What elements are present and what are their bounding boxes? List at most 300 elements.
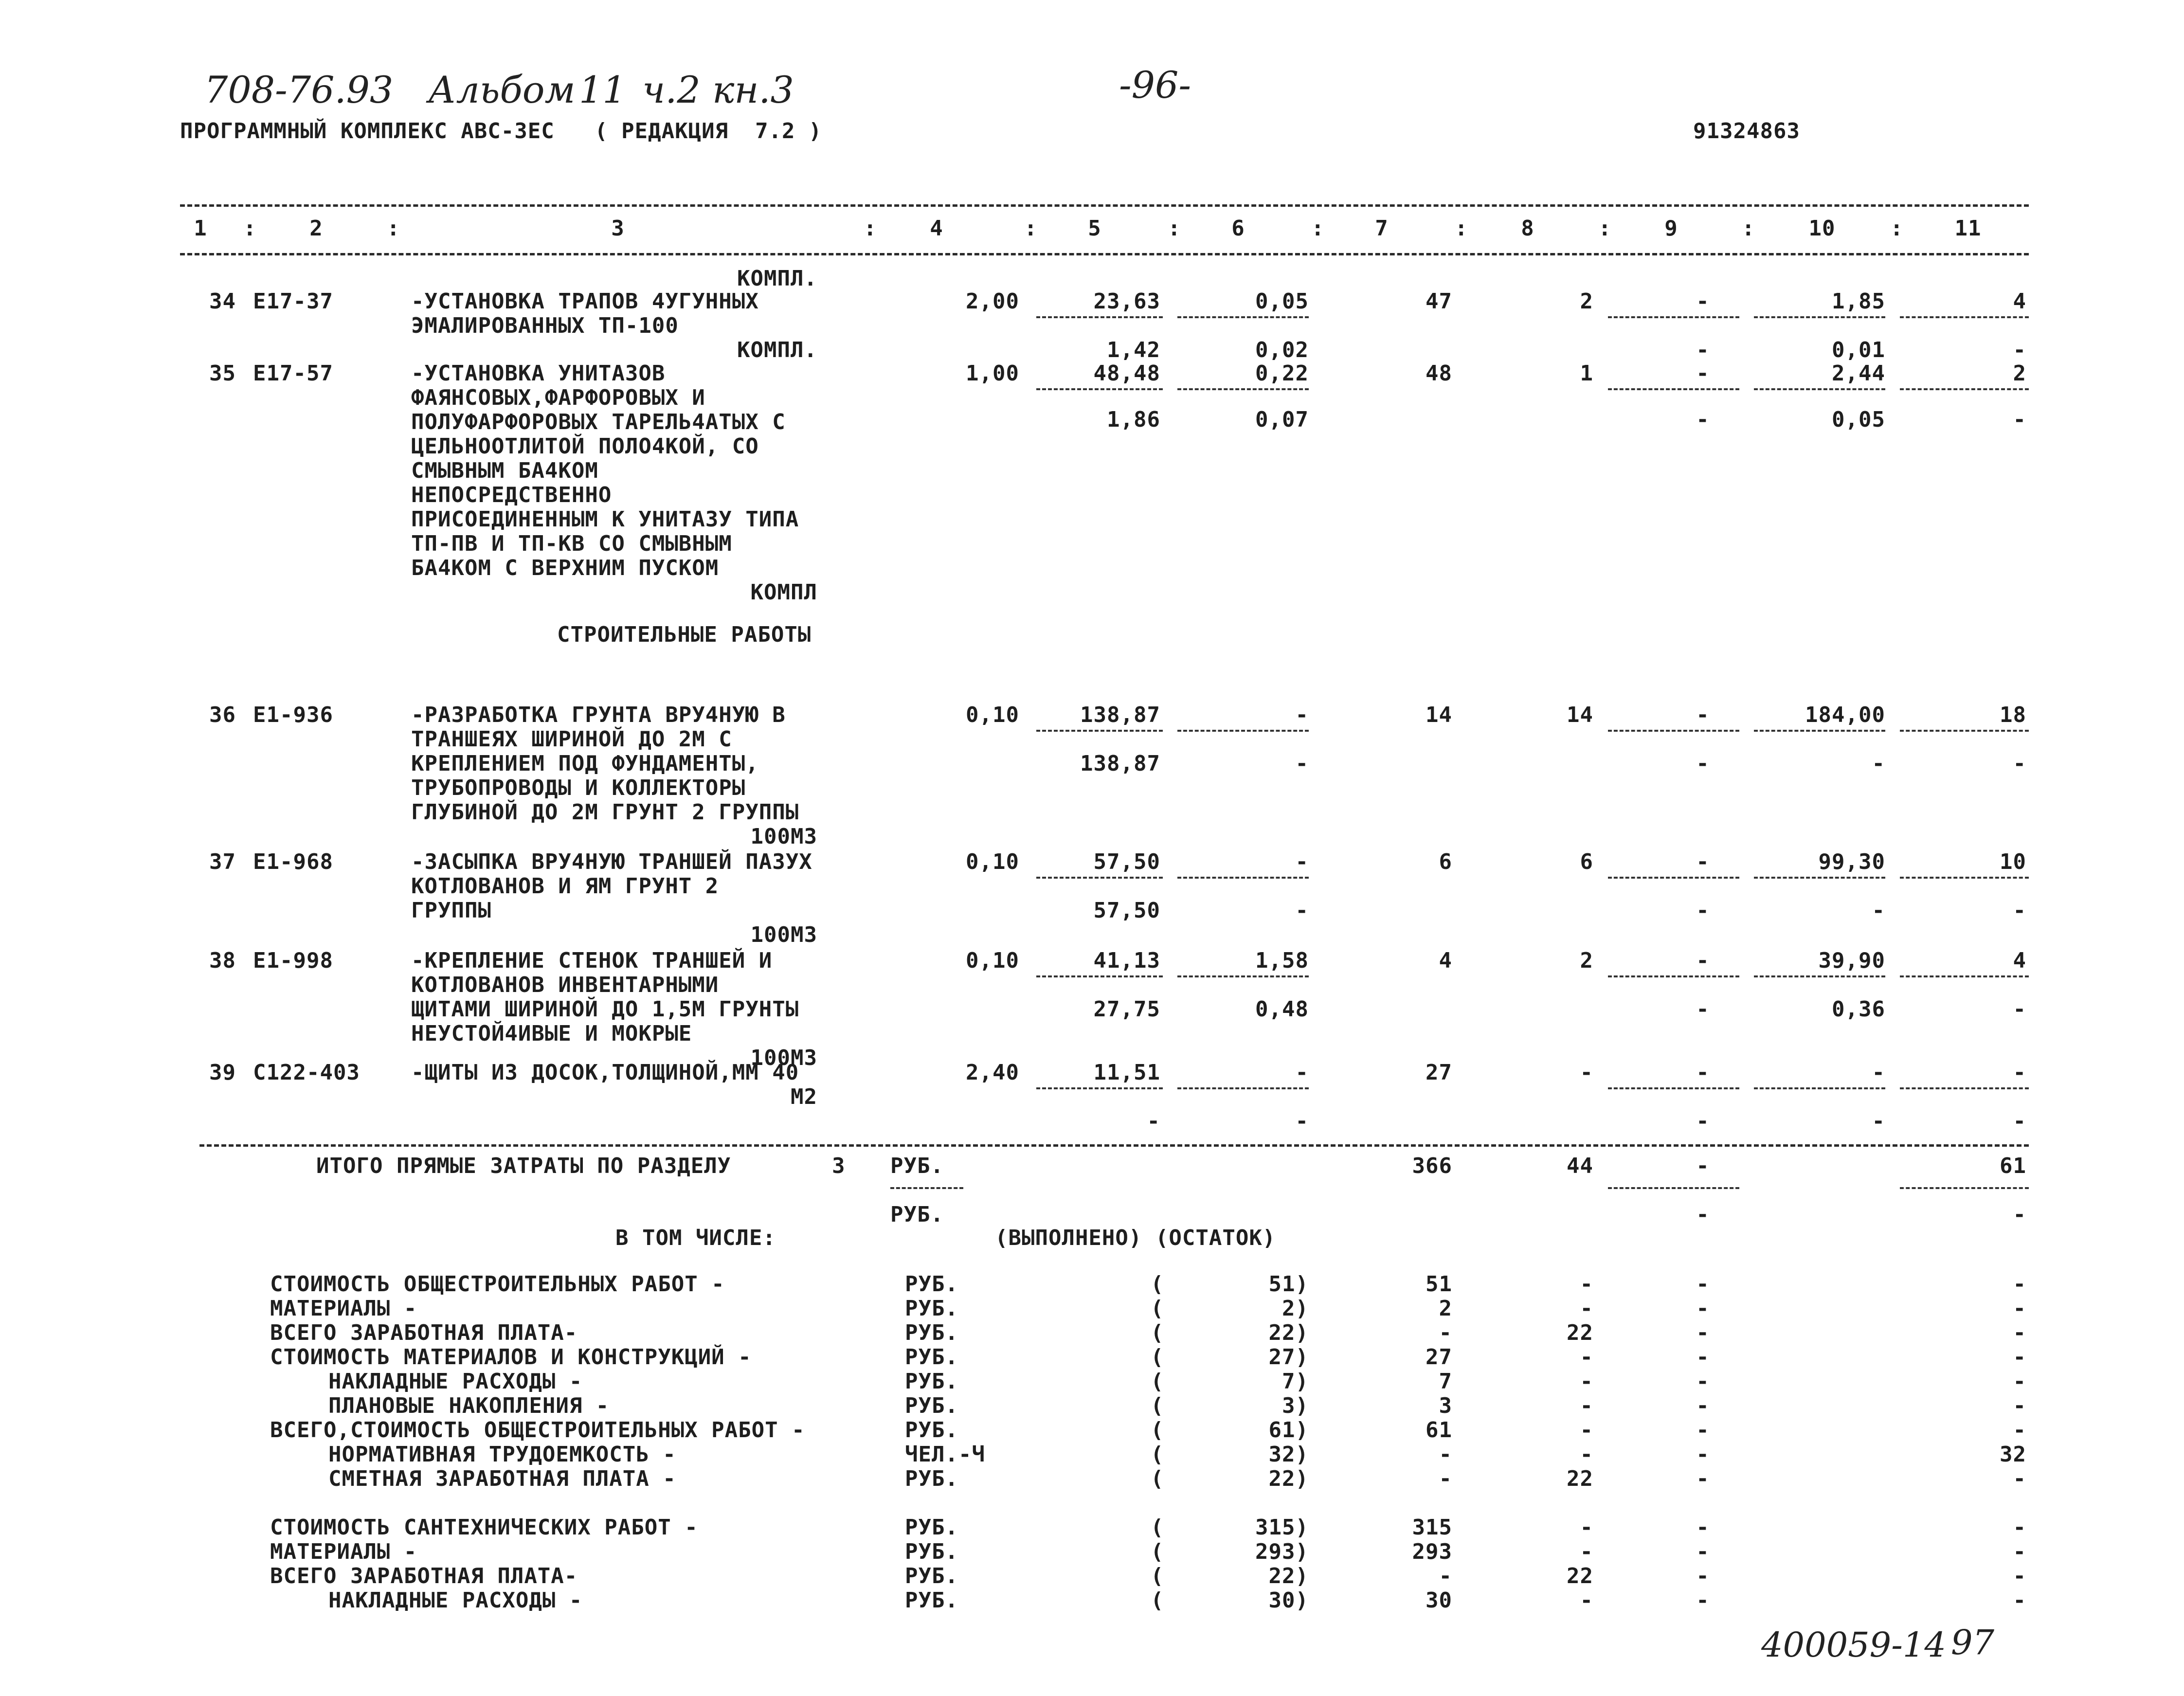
row-sub-rule — [1608, 1087, 1739, 1089]
summary-cost: 2 — [1439, 1296, 1452, 1321]
summary-col9: - — [1696, 1588, 1710, 1613]
row-number: 37 — [209, 849, 236, 874]
total-label: ИТОГО ПРЯМЫЕ ЗАТРАТЫ ПО РАЗДЕЛУ — [316, 1154, 731, 1178]
row-sub-rule — [1177, 975, 1309, 977]
row-description-line: НЕУСТОЙ4ИВЫЕ И МОКРЫЕ — [411, 1021, 692, 1046]
row-quantity: 0,10 — [966, 948, 1019, 973]
summary-paren: ( — [1151, 1369, 1164, 1394]
row-wages: - — [1580, 1060, 1593, 1085]
summary-label: ВСЕГО,СТОИМОСТЬ ОБЩЕСТРОИТЕЛЬНЫХ РАБОТ - — [270, 1418, 805, 1443]
summary-col11: - — [2013, 1515, 2026, 1540]
row-labour: 39,90 — [1818, 948, 1885, 973]
row-col9-sub: - — [1696, 1109, 1710, 1134]
row-unit: 100М3 — [750, 922, 817, 947]
total-labour: 61 — [2000, 1154, 2026, 1178]
row-machine-cost: 0,05 — [1255, 289, 1309, 314]
column-separator: : — [1598, 216, 1612, 241]
summary-paren: ( — [1151, 1320, 1164, 1345]
summary-label: НАКЛАДНЫЕ РАСХОДЫ - — [328, 1369, 583, 1394]
summary-remainder: 27) — [1268, 1345, 1309, 1370]
summary-label: МАТЕРИАЛЫ - — [270, 1539, 417, 1564]
summary-unit: РУБ. — [905, 1320, 958, 1345]
row-total-cost: 14 — [1426, 703, 1452, 727]
row-labour-total: 4 — [2013, 289, 2026, 314]
row-description-line: СМЫВНЫМ БА4КОМ — [411, 458, 598, 483]
column-separator: : — [1455, 216, 1468, 241]
total-wages: 44 — [1567, 1154, 1593, 1178]
summary-label: СТОИМОСТЬ САНТЕХНИЧЕСКИХ РАБОТ - — [270, 1515, 698, 1540]
row-unit-cost: 138,87 — [1080, 703, 1160, 727]
row-description-line: КОТЛОВАНОВ ИНВЕНТАРНЫМИ — [411, 973, 719, 997]
table-top-rule — [180, 204, 2029, 207]
row-number: 34 — [209, 289, 236, 314]
row-quantity: 1,00 — [966, 361, 1019, 386]
summary-cost: 315 — [1412, 1515, 1452, 1540]
summary-remainder: 7) — [1282, 1369, 1309, 1394]
summary-unit: РУБ. — [905, 1418, 958, 1443]
summary-wages: - — [1580, 1588, 1593, 1613]
row-number: 35 — [209, 361, 236, 386]
row-labour-sub: 0,01 — [1832, 338, 1885, 362]
summary-remainder: 22) — [1268, 1564, 1309, 1588]
row-col9: - — [1696, 289, 1710, 314]
row-labour: 184,00 — [1805, 703, 1885, 727]
page-number: -96- — [1119, 63, 1191, 107]
row-wages: 6 — [1580, 849, 1593, 874]
summary-paren: ( — [1151, 1466, 1164, 1491]
column-separator: : — [1311, 216, 1325, 241]
row-machine-cost: 1,58 — [1255, 948, 1309, 973]
summary-wages: - — [1580, 1296, 1593, 1321]
row-sub-rule — [1177, 877, 1309, 879]
summary-paren: ( — [1151, 1296, 1164, 1321]
total-sub-rule — [1608, 1187, 1739, 1189]
row-machine-wage: - — [1295, 898, 1309, 923]
total-col9: - — [1696, 1154, 1710, 1178]
album-number: 11 — [579, 68, 626, 111]
summary-cost: - — [1439, 1442, 1452, 1467]
row-description-line: -УСТАНОВКА УНИТАЗОВ — [411, 361, 666, 386]
row-col9-sub: - — [1696, 997, 1710, 1022]
summary-label: СМЕТНАЯ ЗАРАБОТНАЯ ПЛАТА - — [328, 1466, 676, 1491]
summary-cost: - — [1439, 1564, 1452, 1588]
column-header-11: 11 — [1954, 216, 1982, 241]
row-code: Е17-37 — [253, 289, 333, 314]
summary-col11: - — [2013, 1393, 2026, 1418]
row-description-line: ПРИСОЕДИНЕННЫМ К УНИТАЗУ ТИПА — [411, 507, 799, 532]
summary-wages: - — [1580, 1272, 1593, 1297]
row-unit-cost: 41,13 — [1093, 948, 1160, 973]
column-header-2: 2 — [309, 216, 323, 241]
row-labour-sub: - — [1872, 1109, 1885, 1134]
row-unit-cost: 48,48 — [1093, 361, 1160, 386]
column-separator: : — [1168, 216, 1181, 241]
row-sub-rule — [1608, 388, 1739, 390]
row-sub-rule — [1036, 730, 1163, 732]
row-sub-rule — [1036, 975, 1163, 977]
row-sub-rule — [1036, 1087, 1163, 1089]
summary-label: ПЛАНОВЫЕ НАКОПЛЕНИЯ - — [328, 1393, 610, 1418]
document-number: 91324863 — [1693, 119, 1800, 144]
summary-unit: ЧЕЛ.-Ч — [905, 1442, 985, 1467]
row-col9: - — [1696, 703, 1710, 727]
row-unit-cost: 23,63 — [1093, 289, 1160, 314]
row-sub-rule — [1036, 388, 1163, 390]
album-code: 708-76.93 — [204, 68, 394, 111]
summary-unit: РУБ. — [905, 1393, 958, 1418]
row-col9: - — [1696, 849, 1710, 874]
summary-unit: РУБ. — [905, 1588, 958, 1613]
column-header-3: 3 — [611, 216, 625, 241]
row-unit-cost: 57,50 — [1093, 849, 1160, 874]
column-header-10: 10 — [1808, 216, 1836, 241]
row-sub-rule — [1900, 877, 2029, 879]
row-labour-total-sub: - — [2013, 997, 2026, 1022]
summary-col11: - — [2013, 1539, 2026, 1564]
column-header-7: 7 — [1375, 216, 1389, 241]
summary-cost: 61 — [1426, 1418, 1452, 1443]
column-header-rule — [180, 253, 2029, 255]
summary-label: НАКЛАДНЫЕ РАСХОДЫ - — [328, 1588, 583, 1613]
summary-unit: РУБ. — [905, 1272, 958, 1297]
summary-remainder: 2) — [1282, 1296, 1309, 1321]
summary-label: ВСЕГО ЗАРАБОТНАЯ ПЛАТА- — [270, 1320, 578, 1345]
column-separator: : — [1024, 216, 1038, 241]
row-col9-sub: - — [1696, 338, 1710, 362]
row-wages: 1 — [1580, 361, 1593, 386]
summary-remainder: 30) — [1268, 1588, 1309, 1613]
row-quantity: 2,40 — [966, 1060, 1019, 1085]
summary-col9: - — [1696, 1539, 1710, 1564]
summary-col9: - — [1696, 1345, 1710, 1370]
row-total-cost: 47 — [1426, 289, 1452, 314]
row-unit-wage: 138,87 — [1080, 751, 1160, 776]
summary-remainder: 51) — [1268, 1272, 1309, 1297]
column-separator: : — [243, 216, 257, 241]
row-col9: - — [1696, 1060, 1710, 1085]
summary-unit: РУБ. — [905, 1296, 958, 1321]
summary-paren: ( — [1151, 1442, 1164, 1467]
row-labour-total-sub: - — [2013, 338, 2026, 362]
row-unit-wage: 1,86 — [1107, 407, 1160, 432]
row-unit: КОМПЛ — [750, 580, 817, 605]
summary-col9: - — [1696, 1442, 1710, 1467]
total-sub-rule — [1900, 1187, 2029, 1189]
row-total-cost: 27 — [1426, 1060, 1452, 1085]
summary-cost: 30 — [1426, 1588, 1452, 1613]
summary-wages: 22 — [1567, 1466, 1593, 1491]
row-description-line: -РАЗРАБОТКА ГРУНТА ВРУ4НУЮ В — [411, 703, 786, 727]
row-labour-total-sub: - — [2013, 751, 2026, 776]
row-total-cost: 4 — [1439, 948, 1452, 973]
summary-col9: - — [1696, 1418, 1710, 1443]
row-labour-sub: 0,05 — [1832, 407, 1885, 432]
row-sub-rule — [1900, 388, 2029, 390]
row-labour-total-sub: - — [2013, 898, 2026, 923]
summary-col9: - — [1696, 1320, 1710, 1345]
row-labour-total-sub: - — [2013, 407, 2026, 432]
row-machine-wage: - — [1295, 751, 1309, 776]
summary-cost: 51 — [1426, 1272, 1452, 1297]
total-unit-2: РУБ. — [890, 1202, 944, 1227]
summary-wages: - — [1580, 1418, 1593, 1443]
summary-label: ВСЕГО ЗАРАБОТНАЯ ПЛАТА- — [270, 1564, 578, 1588]
summary-col11: - — [2013, 1564, 2026, 1588]
summary-label: СТОИМОСТЬ ОБЩЕСТРОИТЕЛЬНЫХ РАБОТ - — [270, 1272, 725, 1297]
row-sub-rule — [1608, 877, 1739, 879]
row-unit-wage: 57,50 — [1093, 898, 1160, 923]
album-title: Альбом — [428, 68, 576, 111]
summary-col9: - — [1696, 1296, 1710, 1321]
row-description-line: ТРУБОПРОВОДЫ И КОЛЛЕКТОРЫ — [411, 776, 746, 800]
archive-stamp: 400059-14 — [1761, 1625, 1946, 1665]
row-quantity: 0,10 — [966, 703, 1019, 727]
summary-unit: РУБ. — [905, 1539, 958, 1564]
total-cost: 366 — [1412, 1154, 1452, 1178]
row-sub-rule — [1036, 877, 1163, 879]
summary-col11: - — [2013, 1466, 2026, 1491]
summary-cost: 3 — [1439, 1393, 1452, 1418]
row-sub-rule — [1900, 1087, 2029, 1089]
summary-col11: - — [2013, 1588, 2026, 1613]
summary-paren: ( — [1151, 1393, 1164, 1418]
program-header: ПРОГРАММНЫЙ КОМПЛЕКС АВС-3ЕС ( РЕДАКЦИЯ 7.2 ) — [180, 119, 822, 144]
summary-unit: РУБ. — [905, 1515, 958, 1540]
row-quantity: 0,10 — [966, 849, 1019, 874]
row-machine-cost: - — [1295, 849, 1309, 874]
summary-col9: - — [1696, 1466, 1710, 1491]
row-sub-rule — [1900, 316, 2029, 318]
row-sub-rule — [1754, 975, 1885, 977]
row-unit-wage: 27,75 — [1093, 997, 1160, 1022]
row-number: 39 — [209, 1060, 236, 1085]
summary-label: НОРМАТИВНАЯ ТРУДОЕМКОСТЬ - — [328, 1442, 676, 1467]
summary-cost: 7 — [1439, 1369, 1452, 1394]
summary-remainder: 22) — [1268, 1320, 1309, 1345]
row-labour-total: 10 — [2000, 849, 2026, 874]
including-label: В ТОМ ЧИСЛЕ: — [615, 1226, 776, 1250]
row-unit-wage: 1,42 — [1107, 338, 1160, 362]
summary-paren: ( — [1151, 1272, 1164, 1297]
summary-paren: ( — [1151, 1588, 1164, 1613]
summary-wages: - — [1580, 1442, 1593, 1467]
column-header-9: 9 — [1664, 216, 1678, 241]
row-description-line: -УСТАНОВКА ТРАПОВ 4УГУННЫХ — [411, 289, 759, 314]
summary-wages: 22 — [1567, 1320, 1593, 1345]
unit-label: КОМПЛ. — [737, 266, 817, 291]
summary-paren: ( — [1151, 1564, 1164, 1588]
summary-cost: - — [1439, 1320, 1452, 1345]
row-labour: 99,30 — [1818, 849, 1885, 874]
row-machine-cost: 0,22 — [1255, 361, 1309, 386]
row-sub-rule — [1608, 730, 1739, 732]
row-total-cost: 6 — [1439, 849, 1452, 874]
summary-unit: РУБ. — [905, 1564, 958, 1588]
summary-paren: ( — [1151, 1539, 1164, 1564]
row-description-line: КОТЛОВАНОВ И ЯМ ГРУНТ 2 — [411, 874, 719, 899]
row-sub-rule — [1177, 388, 1309, 390]
summary-unit: РУБ. — [905, 1466, 958, 1491]
row-description-line: -ЩИТЫ ИЗ ДОСОК,ТОЛЩИНОЙ,ММ 40 — [411, 1060, 799, 1085]
status-header: (ВЫПОЛНЕНО) (ОСТАТОК) — [995, 1226, 1276, 1250]
row-unit: КОМПЛ. — [737, 338, 817, 362]
row-description-line: ГРУППЫ — [411, 898, 491, 923]
row-sub-rule — [1177, 730, 1309, 732]
row-machine-cost: - — [1295, 703, 1309, 727]
row-sub-rule — [1754, 730, 1885, 732]
summary-paren: ( — [1151, 1515, 1164, 1540]
summary-col9: - — [1696, 1272, 1710, 1297]
row-col9-sub: - — [1696, 898, 1710, 923]
summary-col9: - — [1696, 1393, 1710, 1418]
summary-col11: - — [2013, 1345, 2026, 1370]
summary-wages: - — [1580, 1515, 1593, 1540]
row-sub-rule — [1754, 316, 1885, 318]
row-labour: 2,44 — [1832, 361, 1885, 386]
row-sub-rule — [1900, 975, 2029, 977]
column-header-5: 5 — [1088, 216, 1101, 241]
row-description-line: ЦЕЛЬНООТЛИТОЙ ПОЛО4КОЙ, СО — [411, 434, 759, 459]
summary-col9: - — [1696, 1369, 1710, 1394]
row-labour-total: 18 — [2000, 703, 2026, 727]
row-labour: 1,85 — [1832, 289, 1885, 314]
column-header-6: 6 — [1231, 216, 1245, 241]
row-description-line: ПОЛУФАРФОРОВЫХ ТАРЕЛЬ4АТЫХ С — [411, 410, 786, 434]
total-section: 3 — [832, 1154, 846, 1178]
row-machine-wage: 0,07 — [1255, 407, 1309, 432]
row-unit: М2 — [791, 1084, 817, 1109]
summary-remainder: 315) — [1255, 1515, 1309, 1540]
summary-col11: - — [2013, 1418, 2026, 1443]
column-header-4: 4 — [930, 216, 943, 241]
row-sub-rule — [1177, 1087, 1309, 1089]
column-separator: : — [1742, 216, 1755, 241]
row-unit: 100М3 — [750, 824, 817, 849]
total-unit-rule — [890, 1187, 963, 1189]
row-machine-wage: 0,02 — [1255, 338, 1309, 362]
column-separator: : — [1890, 216, 1904, 241]
summary-unit: РУБ. — [905, 1369, 958, 1394]
row-description-line: ЩИТАМИ ШИРИНОЙ ДО 1,5М ГРУНТЫ — [411, 997, 799, 1022]
summary-remainder: 32) — [1268, 1442, 1309, 1467]
summary-col11: - — [2013, 1272, 2026, 1297]
summary-wages: - — [1580, 1539, 1593, 1564]
row-sub-rule — [1754, 1087, 1885, 1089]
summary-col11: - — [2013, 1296, 2026, 1321]
summary-remainder: 22) — [1268, 1466, 1309, 1491]
summary-cost: 27 — [1426, 1345, 1452, 1370]
column-separator: : — [387, 216, 400, 241]
total-labour-sub: - — [2013, 1202, 2026, 1227]
row-sub-rule — [1608, 975, 1739, 977]
row-col9-sub: - — [1696, 751, 1710, 776]
row-description-line: -КРЕПЛЕНИЕ СТЕНОК ТРАНШЕЙ И — [411, 948, 773, 973]
row-code: Е1-998 — [253, 948, 333, 973]
row-description-line: НЕПОСРЕДСТВЕННО — [411, 483, 612, 507]
row-wages: 2 — [1580, 948, 1593, 973]
summary-cost: 293 — [1412, 1539, 1452, 1564]
row-unit: 100М3 — [750, 1046, 817, 1070]
row-machine-cost: - — [1295, 1060, 1309, 1085]
summary-wages: - — [1580, 1369, 1593, 1394]
summary-label: МАТЕРИАЛЫ - — [270, 1296, 417, 1321]
row-labour-total: 2 — [2013, 361, 2026, 386]
row-machine-wage: 0,48 — [1255, 997, 1309, 1022]
row-sub-rule — [1754, 388, 1885, 390]
summary-col11: - — [2013, 1369, 2026, 1394]
row-labour: - — [1872, 1060, 1885, 1085]
row-total-cost: 48 — [1426, 361, 1452, 386]
summary-col9: - — [1696, 1515, 1710, 1540]
totals-rule — [199, 1144, 2029, 1147]
row-sub-rule — [1900, 730, 2029, 732]
row-code: Е17-57 — [253, 361, 333, 386]
row-machine-wage: - — [1295, 1109, 1309, 1134]
row-labour-sub: - — [1872, 898, 1885, 923]
row-description-line: ФАЯНСОВЫХ,ФАРФОРОВЫХ И — [411, 385, 705, 410]
row-code: Е1-936 — [253, 703, 333, 727]
album-part: ч.2 кн.3 — [642, 68, 794, 111]
total-unit: РУБ. — [890, 1154, 944, 1178]
summary-wages: 22 — [1567, 1564, 1593, 1588]
row-unit-wage: - — [1147, 1109, 1160, 1134]
row-description-line: КРЕПЛЕНИЕМ ПОД ФУНДАМЕНТЫ, — [411, 751, 759, 776]
summary-col11: 32 — [2000, 1442, 2026, 1467]
column-header-8: 8 — [1521, 216, 1534, 241]
row-wages: 14 — [1567, 703, 1593, 727]
row-unit-cost: 11,51 — [1093, 1060, 1160, 1085]
row-col9: - — [1696, 361, 1710, 386]
row-number: 38 — [209, 948, 236, 973]
summary-remainder: 61) — [1268, 1418, 1309, 1443]
row-description-line: -ЗАСЫПКА ВРУ4НУЮ ТРАНШЕЙ ПАЗУХ — [411, 849, 812, 874]
row-number: 36 — [209, 703, 236, 727]
row-description-line: ЭМАЛИРОВАННЫХ ТП-100 — [411, 313, 679, 338]
row-wages: 2 — [1580, 289, 1593, 314]
archive-stamp-page: 97 — [1951, 1623, 1995, 1662]
row-description-line: ТП-ПВ И ТП-КВ СО СМЫВНЫМ — [411, 531, 732, 556]
summary-col11: - — [2013, 1320, 2026, 1345]
summary-unit: РУБ. — [905, 1345, 958, 1370]
row-col9-sub: - — [1696, 407, 1710, 432]
row-description-line: БА4КОМ С ВЕРХНИМ ПУСКОМ — [411, 556, 719, 580]
row-sub-rule — [1754, 877, 1885, 879]
column-separator: : — [864, 216, 877, 241]
summary-cost: - — [1439, 1466, 1452, 1491]
row-code: Е1-968 — [253, 849, 333, 874]
row-labour-sub: - — [1872, 751, 1885, 776]
column-header-1: 1 — [194, 216, 207, 241]
summary-wages: - — [1580, 1393, 1593, 1418]
row-labour-sub: 0,36 — [1832, 997, 1885, 1022]
row-sub-rule — [1608, 316, 1739, 318]
row-description-line: ГЛУБИНОЙ ДО 2М ГРУНТ 2 ГРУППЫ — [411, 800, 799, 825]
row-sub-rule — [1036, 316, 1163, 318]
row-sub-rule — [1177, 316, 1309, 318]
summary-col9: - — [1696, 1564, 1710, 1588]
row-labour-total: - — [2013, 1060, 2026, 1085]
summary-remainder: 3) — [1282, 1393, 1309, 1418]
summary-label: СТОИМОСТЬ МАТЕРИАЛОВ И КОНСТРУКЦИЙ - — [270, 1345, 752, 1370]
row-quantity: 2,00 — [966, 289, 1019, 314]
row-labour-total: 4 — [2013, 948, 2026, 973]
section-title: СТРОИТЕЛЬНЫЕ РАБОТЫ — [557, 622, 812, 647]
row-description-line: ТРАНШЕЯХ ШИРИНОЙ ДО 2М С — [411, 727, 732, 752]
summary-wages: - — [1580, 1345, 1593, 1370]
summary-paren: ( — [1151, 1345, 1164, 1370]
summary-remainder: 293) — [1255, 1539, 1309, 1564]
total-col9-sub: - — [1696, 1202, 1710, 1227]
